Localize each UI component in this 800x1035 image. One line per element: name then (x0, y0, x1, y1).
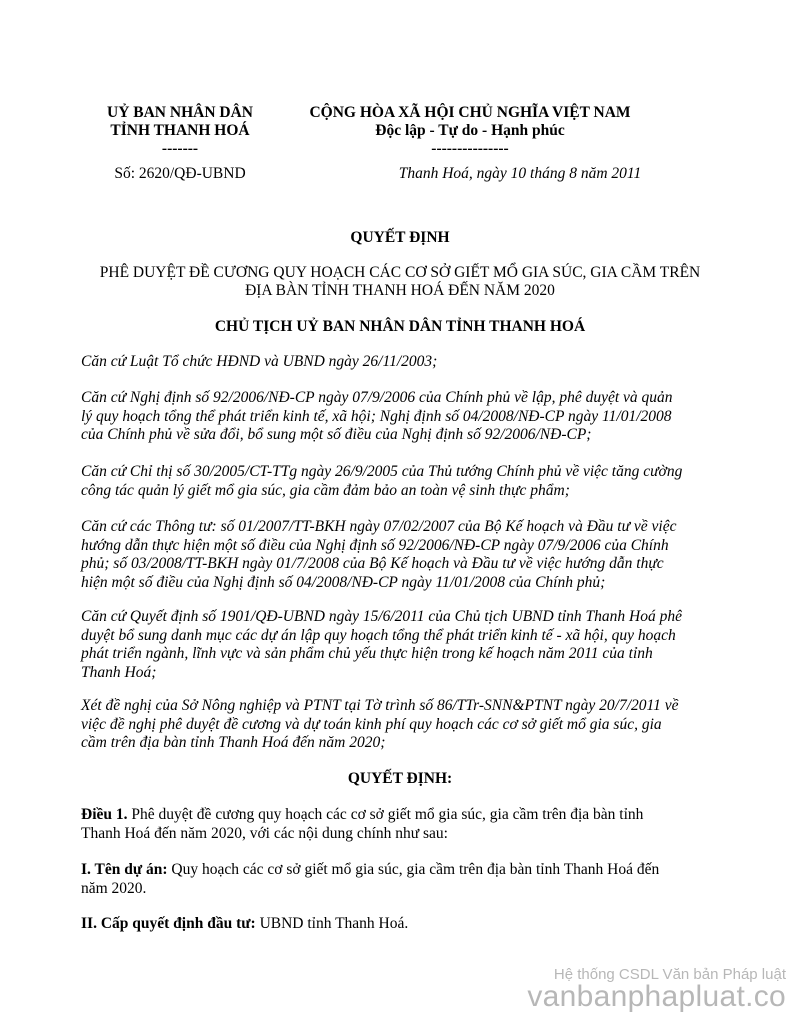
article-1-text: Phê duyệt đề cương quy hoạch các cơ sở giết mổ gia súc, gia cầm trên địa bàn tỉnh (127, 806, 644, 823)
preamble-line: Căn cứ các Thông tư: số 01/2007/TT-BKH ngày 07/02/2007 của Bộ Kế hoạch và Đầu tư về việc (81, 518, 677, 535)
preamble-line: phát triển ngành, lĩnh vực và sản phẩm chủ yếu thực hiện trong kế hoạch năm 2011 của tỉnh (81, 645, 653, 662)
preamble-line: Căn cứ Quyết định số 1901/QĐ-UBND ngày 15/6/2011 của Chủ tịch UBND tỉnh Thanh Hoá phê (81, 608, 682, 625)
watermark-caption: Hệ thống CSDL Văn bản Pháp luật (553, 966, 786, 983)
section-1-label: I. Tên dự án: (81, 861, 168, 878)
section-1-line-2: năm 2020. (81, 879, 147, 897)
section-2-label: II. Cấp quyết định đầu tư: (81, 915, 256, 932)
section-1-line-1 (81, 861, 721, 880)
preamble-paragraph (81, 697, 721, 753)
national-title: CỘNG HÒA XÃ HỘI CHỦ NGHĨA VIỆT NAM (309, 104, 631, 121)
issuing-authority: CHỦ TỊCH UỶ BAN NHÂN DÂN TỈNH THANH HOÁ (214, 318, 586, 335)
preamble-line: Xét đề nghị của Sở Nông nghiệp và PTNT tại Tờ trình số 86/TTr-SNN&PTNT ngày 20/7/2011 về (81, 697, 679, 714)
preamble-paragraph (81, 518, 721, 592)
article-1-line-2: Thanh Hoá đến năm 2020, với các nội dung chính như sau: (81, 824, 448, 842)
preamble-paragraph (81, 389, 721, 445)
preamble-line: cầm trên địa bàn tỉnh Thanh Hoá đến năm 2020; (81, 734, 386, 751)
motto-divider: --------------- (431, 140, 509, 157)
preamble-line: Căn cứ Luật Tổ chức HĐND và UBND ngày 26/11/2003; (81, 353, 438, 370)
decision-heading: QUYẾT ĐỊNH: (347, 770, 453, 787)
article-1 (81, 806, 721, 843)
subject-line-1: PHÊ DUYỆT ĐỀ CƯƠNG QUY HOẠCH CÁC CƠ SỞ GIẾT MỔ GIA SÚC, GIA CẦM TRÊN (99, 264, 701, 281)
document-heading: QUYẾT ĐỊNH (350, 229, 450, 246)
issuer-divider: ------- (161, 140, 199, 157)
article-1-label: Điều 1. (81, 806, 128, 823)
preamble-line: phủ; số 03/2008/TT-BKH ngày 01/7/2008 của Bộ Kế hoạch và Đầu tư về việc hướng dẫn thực (81, 555, 664, 572)
document-number: Số: 2620/QĐ-UBND (114, 165, 246, 182)
preamble-line: duyệt bổ sung danh mục các dự án lập quy hoạch tổng thể phát triển kinh tế - xã hội, quy hoạch (81, 626, 676, 644)
preamble-paragraph (81, 608, 721, 682)
article-1-line-1 (81, 806, 721, 825)
section-1-text: Quy hoạch các cơ sở giết mổ gia súc, gia cầm trên địa bàn tỉnh Thanh Hoá đến (167, 861, 660, 878)
issuer-province: TỈNH THANH HOÁ (110, 122, 250, 139)
preamble-paragraph (81, 353, 721, 372)
section-2-text: UBND tỉnh Thanh Hoá. (255, 915, 409, 932)
issuer-name: UỶ BAN NHÂN DÂN (107, 104, 253, 121)
preamble-line: công tác quản lý giết mổ gia súc, gia cầm đảm bảo an toàn vệ sinh thực phẩm; (81, 481, 570, 499)
preamble-line: Căn cứ Chỉ thị số 30/2005/CT-TTg ngày 26/9/2005 của Thủ tướng Chính phủ về việc tăng cường (81, 463, 683, 480)
section-2-line (81, 915, 721, 934)
preamble-line: việc đề nghị phê duyệt đề cương và dự toán kinh phí quy hoạch các cơ sở giết mổ gia súc, gia (81, 715, 662, 733)
preamble-line: Căn cứ Nghị định số 92/2006/NĐ-CP ngày 07/9/2006 của Chính phủ về lập, phê duyệt và quản (81, 389, 673, 406)
preamble-line: Thanh Hoá; (81, 663, 157, 681)
preamble-line: hiện một số điều của Nghị định số 04/2008/NĐ-CP ngày 11/01/2008 của Chính phủ; (81, 573, 606, 591)
preamble-paragraph (81, 463, 721, 500)
subject-line-2: ĐỊA BÀN TỈNH THANH HOÁ ĐẾN NĂM 2020 (245, 282, 555, 299)
preamble-line: của Chính phủ về sửa đổi, bổ sung một số điều của Nghị định số 92/2006/NĐ-CP; (81, 426, 592, 443)
preamble-line: hướng dẫn thực hiện một số điều của Nghị định số 92/2006/NĐ-CP ngày 07/9/2006 của Chính (81, 536, 669, 554)
section-1 (81, 861, 721, 898)
national-motto: Độc lập - Tự do - Hạnh phúc (375, 122, 565, 139)
watermark-site: vanbanphapluat.co (527, 980, 786, 1013)
preamble-line: lý quy hoạch tổng thể phát triển kinh tế, xã hội; Nghị định số 04/2008/NĐ-CP ngày 11/01/2008 (81, 407, 672, 425)
section-2 (81, 915, 721, 934)
document-date: Thanh Hoá, ngày 10 tháng 8 năm 2011 (398, 165, 642, 182)
